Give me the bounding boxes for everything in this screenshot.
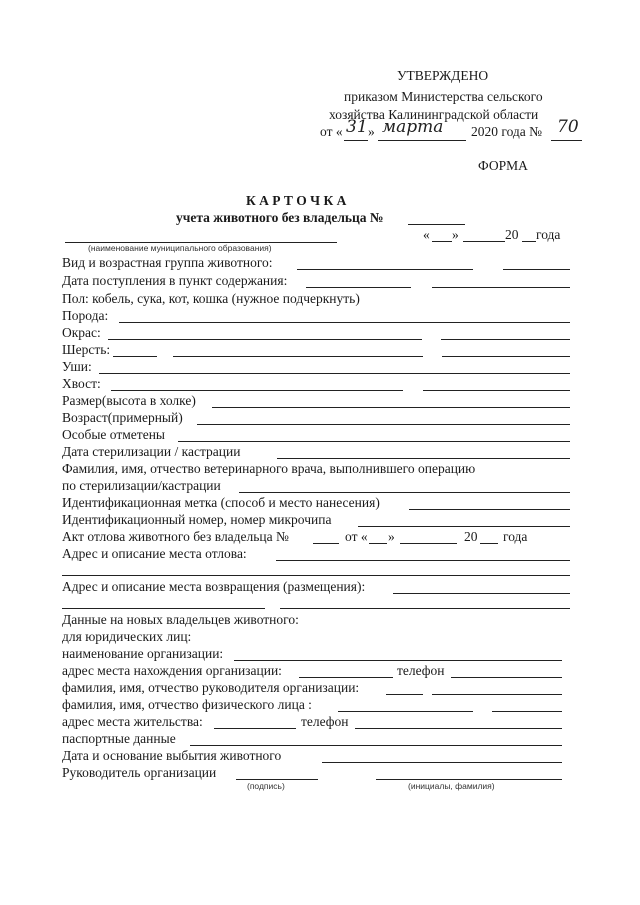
label-vet-line-2: по стерилизации/кастрации xyxy=(62,478,221,493)
approval-date-day: 31 xyxy=(346,117,368,137)
label-coat: Шерсть: xyxy=(62,342,111,357)
capture-century: 20 xyxy=(464,529,478,544)
label-sex: Пол: кобель, сука, кот, кошка (нужное подчеркнуть) xyxy=(62,291,360,306)
line-sterilization-date xyxy=(277,458,570,459)
label-id-number: Идентификационный номер, номер микрочипа xyxy=(62,512,332,527)
line-coat-2 xyxy=(173,356,423,357)
line-org-head xyxy=(386,694,423,695)
line-residence xyxy=(214,728,296,729)
label-residence: адрес места жительства: xyxy=(62,714,203,729)
line-species xyxy=(297,269,473,270)
line-ears xyxy=(99,373,570,374)
label-tag: Идентификационная метка (способ и место нанесения) xyxy=(62,495,380,510)
line-marks xyxy=(178,441,570,442)
label-new-owners: Данные на новых владельцев животного: xyxy=(62,612,299,627)
line-vet xyxy=(239,492,570,493)
label-legal-entities: для юридических лиц: xyxy=(62,629,192,644)
line-tail xyxy=(111,390,403,391)
label-ears: Уши: xyxy=(62,359,92,374)
line-coat-3 xyxy=(442,356,570,357)
label-size: Размер(высота в холке) xyxy=(62,393,196,408)
form-label: ФОРМА xyxy=(478,158,528,173)
label-vet-line-1: Фамилия, имя, отчество ветеринарного врача, выполнившего операцию xyxy=(62,461,476,476)
line-breed xyxy=(119,322,570,323)
line-return-address xyxy=(393,593,570,594)
line-capture-number xyxy=(313,543,339,544)
label-residence-phone: телефон xyxy=(301,714,349,729)
line-org-head-2 xyxy=(432,694,562,695)
line-age xyxy=(197,424,570,425)
line-arrival xyxy=(306,287,411,288)
approval-day-line xyxy=(344,140,368,141)
card-number-line xyxy=(408,224,465,225)
label-org-phone: телефон xyxy=(397,663,445,678)
line-id-number xyxy=(358,526,570,527)
line-capture-address-2 xyxy=(62,575,570,576)
line-coat-1 xyxy=(113,356,157,357)
date-month-line xyxy=(463,241,505,242)
line-return-address-3 xyxy=(280,608,570,609)
date-open-quote: « xyxy=(423,227,430,242)
line-capture-address xyxy=(276,560,570,561)
line-species-2 xyxy=(503,269,570,270)
line-org-name xyxy=(234,660,562,661)
label-departure: Дата и основание выбытия животного xyxy=(62,748,282,763)
label-tail: Хвост: xyxy=(62,376,101,391)
line-departure xyxy=(322,762,562,763)
capture-from: от « xyxy=(345,529,368,544)
label-breed: Порода: xyxy=(62,308,109,323)
label-arrival: Дата поступления в пункт содержания: xyxy=(62,273,288,288)
line-residence-phone xyxy=(355,728,562,729)
date-century: 20 xyxy=(505,227,519,242)
initials-caption: (инициалы, фамилия) xyxy=(408,781,495,791)
line-capture-year xyxy=(480,543,498,544)
label-age: Возраст(примерный) xyxy=(62,410,183,425)
line-capture-day xyxy=(369,543,387,544)
line-capture-month xyxy=(400,543,457,544)
line-tail-2 xyxy=(423,390,570,391)
card-title: К А Р Т О Ч К А xyxy=(246,193,347,208)
card-subtitle: учета животного без владельца № xyxy=(176,210,384,225)
approval-date-mid: » xyxy=(368,124,375,139)
approved-heading: УТВЕРЖДЕНО xyxy=(397,68,489,83)
approval-line-2: хозяйства Калининградской области xyxy=(329,107,539,122)
date-year-word: года xyxy=(536,227,561,242)
label-species: Вид и возрастная группа животного: xyxy=(62,255,273,270)
line-return-address-2 xyxy=(62,608,265,609)
date-close-quote: » xyxy=(452,227,459,242)
approval-order-number: 70 xyxy=(557,117,579,137)
line-size xyxy=(212,407,570,408)
label-person: фамилия, имя, отчество физического лица : xyxy=(62,697,312,712)
approval-date-year: 2020 года № xyxy=(471,124,543,139)
line-org-phone xyxy=(451,677,562,678)
label-org-head: фамилия, имя, отчество руководителя организации: xyxy=(62,680,360,695)
label-org-address: адрес места нахождения организации: xyxy=(62,663,282,678)
label-color: Окрас: xyxy=(62,325,101,340)
line-color xyxy=(108,339,422,340)
approval-number-line xyxy=(551,140,582,141)
initials-line xyxy=(376,779,562,780)
line-org-address xyxy=(299,677,393,678)
label-passport: паспортные данные xyxy=(62,731,176,746)
line-color-2 xyxy=(441,339,570,340)
capture-close: » xyxy=(388,529,395,544)
line-passport xyxy=(190,745,562,746)
date-year-line xyxy=(522,241,536,242)
municipality-caption: (наименование муниципального образования) xyxy=(88,243,272,253)
signature-line xyxy=(236,779,318,780)
approval-date-month: марта xyxy=(382,117,444,137)
line-arrival-2 xyxy=(432,287,570,288)
label-marks: Особые отметены xyxy=(62,427,165,442)
label-capture-address: Адрес и описание места отлова: xyxy=(62,546,247,561)
signature-caption: (подпись) xyxy=(247,781,285,791)
label-head: Руководитель организации xyxy=(62,765,217,780)
approval-date-prefix: от « xyxy=(320,124,343,139)
approval-line-1: приказом Министерства сельского xyxy=(344,89,543,104)
line-tag xyxy=(409,509,570,510)
capture-year-word: года xyxy=(503,529,528,544)
line-person-2 xyxy=(492,711,562,712)
label-capture-act: Акт отлова животного без владельца № xyxy=(62,529,289,544)
date-day-line xyxy=(432,241,452,242)
label-return-address: Адрес и описание места возвращения (размещения): xyxy=(62,579,366,594)
approval-month-line xyxy=(378,140,466,141)
label-sterilization-date: Дата стерилизации / кастрации xyxy=(62,444,241,459)
line-person xyxy=(338,711,473,712)
label-org-name: наименование организации: xyxy=(62,646,224,661)
